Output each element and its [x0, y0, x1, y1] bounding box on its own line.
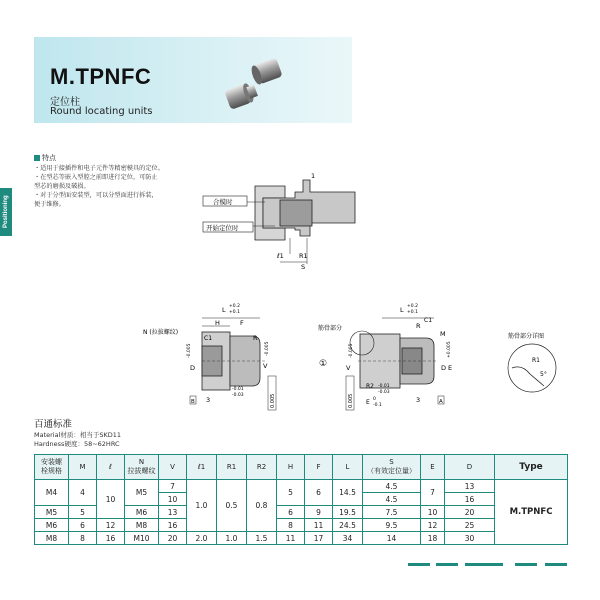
dim-l-tol-up: +0.2 [407, 304, 418, 309]
datum-b: B [191, 399, 195, 405]
dim-m: M [440, 330, 446, 338]
dim-e2-tol-dn: -0.1 [373, 403, 382, 408]
col-header: M [69, 455, 97, 480]
cell: 10 [97, 480, 125, 519]
col-header: F [305, 455, 333, 480]
cell: 30 [445, 532, 495, 545]
dim-l-tol-dn: +0.1 [229, 310, 240, 315]
cell: 9.5 [363, 519, 421, 532]
feature-line: 便于维修。 [34, 201, 65, 208]
cell: 8 [69, 532, 97, 545]
cell: 17 [305, 532, 333, 545]
cell: 4 [69, 480, 97, 506]
features-heading-text: 特点 [42, 154, 56, 162]
cell: 6 [69, 519, 97, 532]
cell: 1.0 [217, 532, 247, 545]
cell: 20 [445, 506, 495, 519]
cell: 16 [97, 532, 125, 545]
detail-r1: R1 [532, 357, 540, 364]
feature-line: 型芯的磨损及破损。 [34, 183, 90, 190]
cell: M4 [35, 480, 69, 506]
cell: 0.8 [247, 480, 277, 532]
cell: M6 [35, 519, 69, 532]
dim-l: L [222, 306, 226, 314]
cell: 12 [97, 519, 125, 532]
label-rib: 筋骨部分 [318, 325, 343, 332]
col-header-type: Type [495, 455, 568, 480]
col-header: 安装螺 栓规格 [35, 455, 69, 480]
cell: 7 [159, 480, 187, 493]
cell: M8 [125, 519, 159, 532]
dim-l: L [400, 306, 404, 314]
standards-title: 百通标准 [34, 419, 73, 430]
col-header: R1 [217, 455, 247, 480]
flatness-value: 0.005 [270, 393, 276, 408]
dim-f: F [240, 319, 244, 327]
cell: 25 [445, 519, 495, 532]
col-header: D [445, 455, 495, 480]
cell: 16 [445, 493, 495, 506]
feature-line: ・在型芯等嵌入型腔之前即进行定位，可防止 [34, 174, 158, 181]
dim-c1: C1 [204, 335, 213, 342]
dim-l-tol-up: +0.2 [229, 304, 240, 309]
cell: 5 [277, 480, 305, 506]
rib-detail-view [500, 328, 570, 398]
dim-r: R [253, 334, 258, 342]
dim-e2-tol-up: 0 [373, 397, 376, 402]
label-n: N (拉拔螺纹) [143, 329, 179, 336]
spec-table [34, 454, 568, 545]
cell: 20 [159, 532, 187, 545]
features-heading [34, 153, 56, 163]
cell: 9 [305, 506, 333, 519]
cell: 10 [421, 506, 445, 519]
type-cell: M.TPNFC [495, 480, 568, 545]
cell: 14 [363, 532, 421, 545]
cell: 5 [69, 506, 97, 519]
cell: 1.5 [247, 532, 277, 545]
cell: 19.5 [333, 506, 363, 519]
cell: 2.0 [187, 532, 217, 545]
dim-d-tol: -0.005 [187, 343, 192, 358]
part-diagram-left [140, 298, 285, 413]
label-opening: 开始定位时 [206, 224, 239, 232]
cell: M10 [125, 532, 159, 545]
cell: 6 [277, 506, 305, 519]
subtitle-cn: 定位柱 [50, 97, 80, 108]
dim-l-tol-dn: +0.1 [407, 310, 418, 315]
dim-c1: C1 [424, 317, 433, 324]
col-header: R2 [247, 455, 277, 480]
datum-a: A [439, 399, 443, 405]
cell: 7 [421, 480, 445, 506]
dim-s: S [301, 263, 306, 271]
col-header: ℓ [97, 455, 125, 480]
dim-d: D [441, 364, 447, 372]
cell: 6 [305, 480, 333, 506]
cell: 18 [421, 532, 445, 545]
col-header: ℓ1 [187, 455, 217, 480]
col-header: H [277, 455, 305, 480]
cell: M6 [125, 506, 159, 519]
dim-3: 3 [416, 396, 421, 404]
cell: 7.5 [363, 506, 421, 519]
footer-bar [408, 563, 430, 566]
cell: 0.5 [217, 480, 247, 532]
cell: M5 [35, 506, 69, 519]
dim-v-tol: -0.005 [349, 343, 354, 358]
cell: 24.5 [333, 519, 363, 532]
side-tab: Positioning [0, 188, 12, 236]
dim-a-tol-1: -0.01 [232, 387, 244, 392]
detail-angle: 5° [540, 371, 547, 378]
dim-e-tol: +0.005 [447, 341, 452, 358]
feature-line: ・对于分型面安装型，可以分型面进行拆装， [34, 192, 158, 199]
dim-r2: R2 [366, 383, 374, 390]
table-row [35, 519, 568, 532]
col-header: S （有效定位量） [363, 455, 421, 480]
footer-bar [465, 563, 503, 566]
table-header-row [35, 455, 568, 480]
usage-diagram [195, 168, 365, 273]
footer-bar [545, 563, 567, 566]
detail-title: 筋骨部分详图 [508, 333, 545, 340]
hardness-text: Hardness硬度：58~62HRC [34, 440, 120, 448]
subtitle-en: Round locating units [50, 106, 153, 117]
dim-l1: ℓ1 [277, 252, 284, 260]
cell: 11 [305, 519, 333, 532]
dim-r: R [416, 322, 421, 330]
dim-e2: E [366, 399, 370, 406]
dim-d: D [190, 364, 196, 372]
cell: M8 [35, 532, 69, 545]
footer-bar [436, 563, 458, 566]
circle-number: ① [319, 359, 328, 369]
features-list [34, 164, 194, 209]
cell: 10 [159, 493, 187, 506]
dim-a-tol-2: -0.03 [232, 393, 244, 398]
material-text: Material材质：相当于SKD11 [34, 431, 122, 439]
product-image [215, 52, 295, 112]
dim-r1: R1 [299, 252, 308, 260]
cell: 13 [159, 506, 187, 519]
cell: 13 [445, 480, 495, 493]
dim-v: V [346, 364, 351, 372]
table-row [35, 480, 568, 493]
col-header: L [333, 455, 363, 480]
label-closed: 合模时 [213, 198, 233, 206]
dim-3: 3 [206, 396, 211, 404]
col-header: N 拉拔螺纹 [125, 455, 159, 480]
dim-a-tol-1: -0.01 [378, 384, 390, 389]
cell: M5 [125, 480, 159, 506]
dim-v-tol: -0.005 [265, 341, 270, 356]
dim-v: V [263, 362, 268, 370]
dim-a-tol-2: -0.03 [378, 390, 390, 395]
cell: 8 [277, 519, 305, 532]
dim-e: E [448, 364, 453, 372]
dim-h: H [215, 319, 220, 327]
cell: 16 [159, 519, 187, 532]
dim-1: 1 [311, 172, 316, 180]
cell: 34 [333, 532, 363, 545]
cell: 4.5 [363, 480, 421, 493]
cell: 1.0 [187, 480, 217, 532]
feature-line: ・适用于接插件和电子元件等精密模具的定位。 [34, 165, 164, 172]
page-title: M.TPNFC [50, 64, 152, 89]
col-header: E [421, 455, 445, 480]
cell: 11 [277, 532, 305, 545]
cell: 14.5 [333, 480, 363, 506]
footer-bar [515, 563, 537, 566]
cell: 12 [421, 519, 445, 532]
part-diagram-right [310, 298, 460, 413]
square-bullet-icon [34, 155, 40, 161]
flatness-value: 0.005 [348, 393, 354, 408]
cell: 4.5 [363, 493, 421, 506]
col-header: V [159, 455, 187, 480]
table-row [35, 532, 568, 545]
